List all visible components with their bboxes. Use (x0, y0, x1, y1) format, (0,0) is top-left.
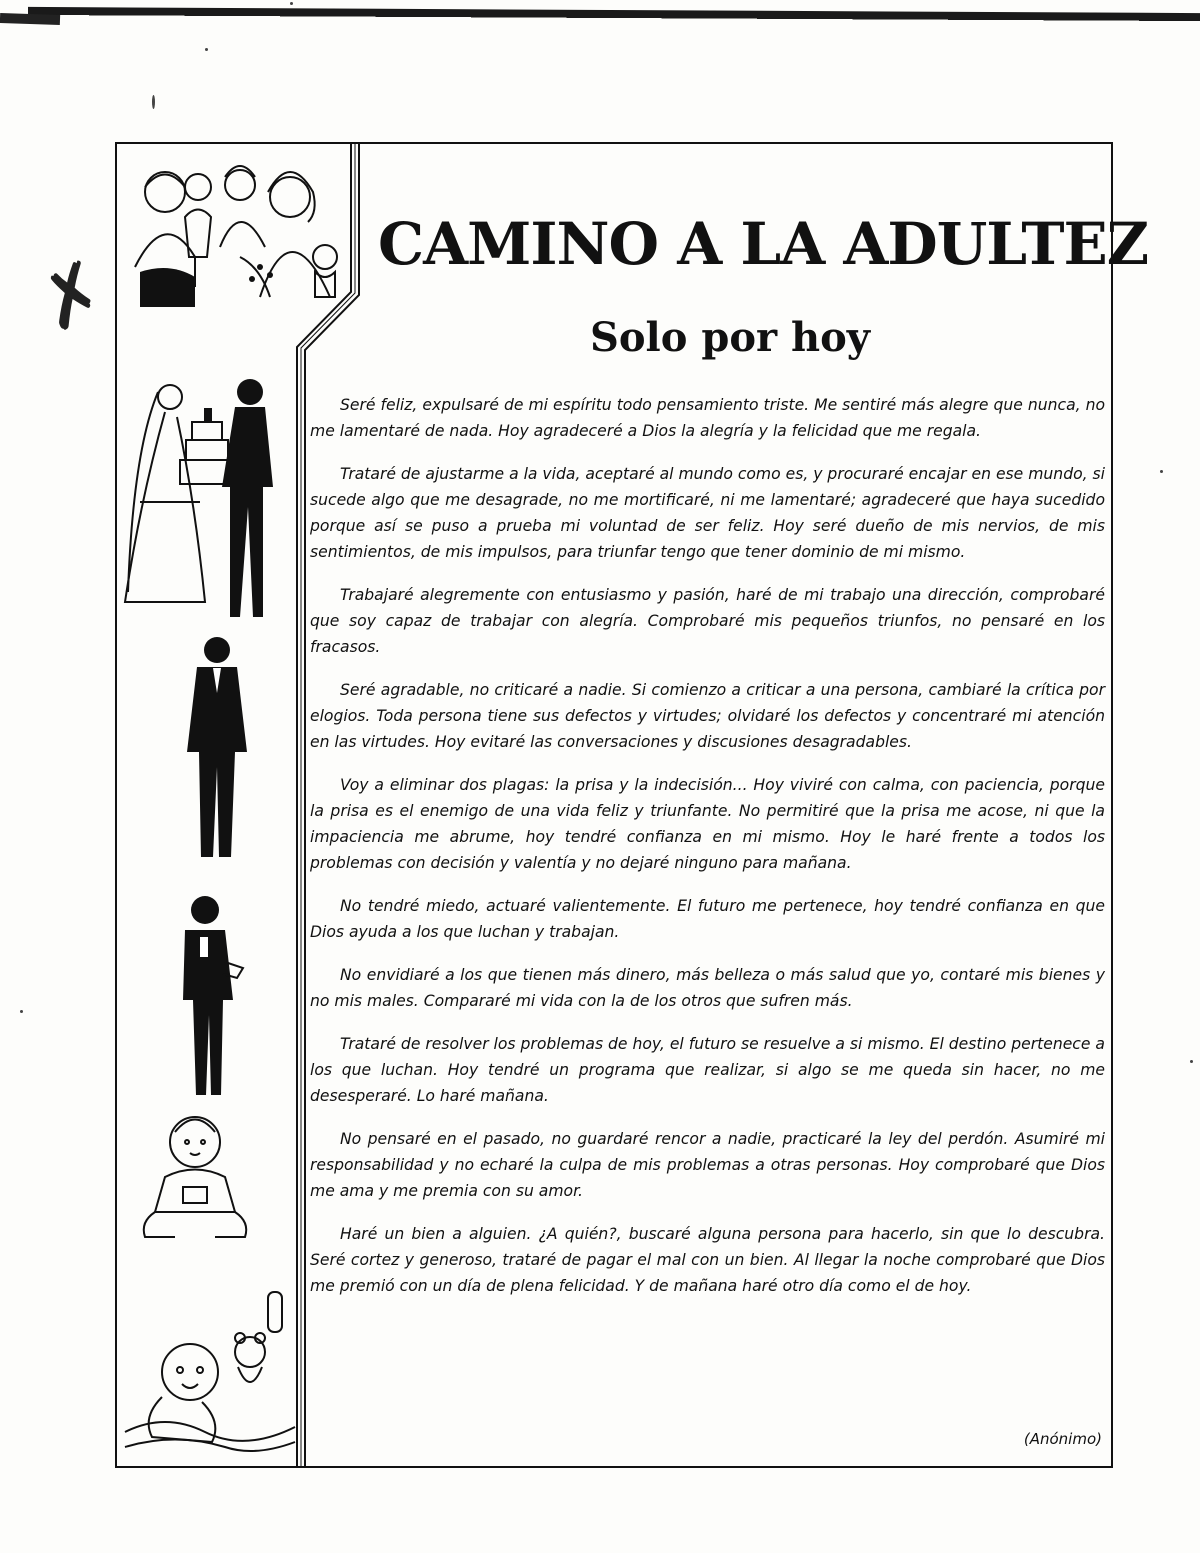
paragraph-5: Voy a eliminar dos plagas: la prisa y la indecisión... Hoy viviré con calma, con paciencia, porque la prisa es el enemigo de una vida feliz y triunfante. No permitiré que la prisa me acose, ni que la impaciencia me abrume, hoy tendré confianza en mi mismo. Hoy le haré frente a todos los problemas con decisión y valentía y no dejaré ninguno para mañana. (310, 776, 1105, 872)
paragraph-6: No tendré miedo, actuaré valientemente. El futuro me pertenece, hoy tendré confianza en que Dios ayuda a los que luchan y trabajan. (310, 897, 1105, 941)
top-scan-rule (28, 7, 1200, 27)
scan-speck (290, 2, 293, 5)
paragraph-7: No envidiaré a los que tienen más dinero, más belleza o más salud que yo, contaré mis bienes y no mis males. Compararé mi vida con la de los otros que sufren más. (310, 966, 1105, 1010)
boy-illustration (170, 892, 250, 1102)
scan-speck (152, 95, 155, 109)
paragraph-9: No pensaré en el pasado, no guardaré rencor a nadie, practicaré la ley del perdón. Asumiré mi responsabilidad y no echaré la culpa de mis problemas a otras personas. Hoy comprobaré que Dios me ama y me premia con su amor. (310, 1130, 1105, 1200)
toddler-illustration (135, 1107, 275, 1247)
author-credit: (Anónimo) (1023, 1430, 1102, 1448)
article-body (310, 392, 1105, 1316)
young-man-illustration (175, 632, 265, 862)
top-scan-rule-left (0, 13, 60, 25)
scan-speck (1160, 470, 1163, 473)
paragraph-1: Seré feliz, expulsaré de mi espíritu todo pensamiento triste. Me sentiré más alegre que nunca, no me lamentaré de nada. Hoy agradeceré a Dios la alegría y la felicidad que me regala. (310, 396, 1105, 440)
paragraph-8: Trataré de resolver los problemas de hoy, el futuro se resuelve a si mismo. El destino pertenece a los que luchan. Hoy tendré un programa que realizar, si algo se me queda sin hacer, no me desesperaré. Lo haré mañana. (310, 1035, 1105, 1105)
paragraph-2: Trataré de ajustarme a la vida, aceptaré al mundo como es, y procuraré encajar en ese mundo, si sucede algo que me desagrade, no me mortificaré, ni me lamentaré; agradeceré que haya sucedido porque así se puso a prueba mi voluntad de ser feliz. Hoy seré dueño de mis nervios, de mis sentimientos, de mis impulsos, para triunfar tengo que tener dominio de mi mismo. (310, 465, 1105, 561)
paragraph-10: Haré un bien a alguien. ¿A quién?, buscaré alguna persona para hacerlo, sin que lo descubra. Seré cortez y generoso, trataré de pagar el mal con un bien. Al llegar la noche comprobaré que Dios me premió con un día de plena felicidad. Y de mañana haré otro día como el de hoy. (310, 1225, 1105, 1295)
family-portrait-illustration (120, 147, 350, 317)
baby-with-teddy-illustration (120, 1282, 300, 1462)
paragraph-4: Seré agradable, no criticaré a nadie. Si comienzo a criticar a una persona, cambiaré la crítica por elogios. Toda persona tiene sus defectos y virtudes; olvidaré los defectos y concentraré mi atención en las virtudes. Hoy evitaré las conversaciones y discusiones desagradables. (310, 681, 1105, 751)
wedding-couple-illustration (120, 372, 300, 622)
page-title: CAMINO A LA ADULTEZ (378, 210, 1149, 278)
scan-speck (1190, 1060, 1193, 1063)
paragraph-3: Trabajaré alegremente con entusiasmo y pasión, haré de mi trabajo una dirección, comprobaré que soy capaz de trabajar con alegría. Comprobaré mis pequeños triunfos, no pensaré en los fracasos. (310, 586, 1105, 656)
scan-speck (20, 1010, 23, 1013)
scan-speck (205, 48, 208, 51)
handwritten-margin-mark: ✗ (24, 242, 122, 352)
page-subtitle: Solo por hoy (589, 314, 871, 361)
